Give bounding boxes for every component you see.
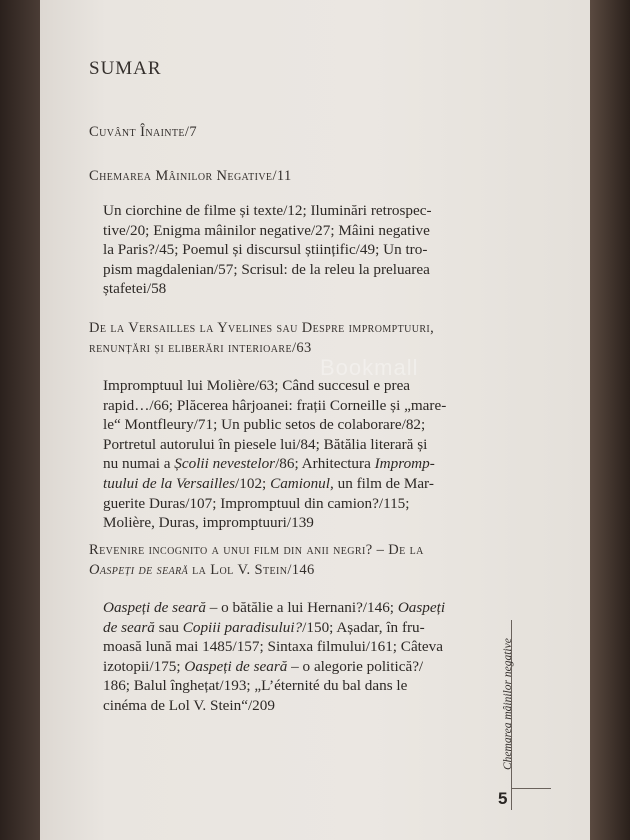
entry-line: Impromptuul lui Molière/63; Când succesul e prea [103,377,411,394]
entry-line: pism magdalenian/57; Scrisul: de la releu la preluarea [103,260,430,278]
entry-italic: Oaspeți de seară [103,599,206,616]
page-number: 5 [498,789,508,808]
entry-text: – o alegorie politică?/ [287,657,424,675]
entry-italic: Oaspeți [397,599,446,616]
toc-entries-versailles [103,376,505,533]
toc-heading-versailles [89,318,509,358]
watermark: Bookmall [320,355,419,380]
entry-italic: Impromp- [374,455,435,473]
heading-line: De la Versailles la Yvelines sau Despre impromptuuri, [89,320,435,336]
entry-italic: Camionul [270,474,330,492]
entry-line [103,454,505,474]
entry-text: /102; [235,474,271,492]
entry-line [103,618,505,638]
entry-italic: tuului de la Versailles [103,474,236,492]
left-page-edge [0,0,40,840]
entry-line: Portretul autorului în piesele lui/84; Bătălia literară și [103,435,428,453]
toc-heading-chemarea: Chemarea Mâinilor Negative/11 [89,168,292,184]
entry-line [103,657,505,677]
entry-line: Un ciorchine de filme și texte/12; Iluminări retrospec- [103,202,432,219]
entry-line: le“ Montfleury/71; Un public setos de colaborare/82; [103,416,426,434]
entry-italic: Oaspeți de seară [184,657,288,675]
toc-entries-chemarea [103,201,505,299]
entry-text: izotopii/175; [103,657,185,675]
entry-line: Molière, Duras, impromptuuri/139 [103,514,314,532]
entry-line: guerite Duras/107; Impromptuul din camion?/115; [103,494,410,512]
entry-line: 186; Balul înghețat/193; „L’éternité du bal dans le [103,677,408,695]
entry-line: ștafetei/58 [103,280,167,298]
right-page-edge [590,0,630,840]
entry-text: sau [154,618,183,636]
page-number-rule [511,788,551,789]
toc-heading-foreword: Cuvânt Înainte/7 [89,124,198,140]
entry-text: /86; Arhitectura [275,455,375,473]
running-title: Chemarea mâinilor negative [502,638,514,770]
heading-italic: Oaspeți de seară [89,562,189,578]
entry-line: moasă lună mai 1485/157; Sintaxa filmului/161; Câteva [103,638,443,656]
page-title: SUMAR [89,58,162,79]
toc-heading-revenire [89,540,509,580]
heading-line [89,560,509,580]
entry-italic: de seară [103,618,155,636]
entry-text: nu numai a [103,455,175,473]
entry-italic: Copiii paradisului? [182,618,303,636]
entry-line [103,474,505,494]
heading-text: la Lol V. Stein/146 [188,562,315,578]
toc-entries-revenire [103,598,505,716]
entry-line [103,598,505,618]
heading-line: Revenire incognito a unui film din anii negri? – De la [89,542,424,558]
entry-text: , un film de Mar- [330,474,434,492]
entry-line: rapid…/66; Plăcerea hârjoanei: frații Corneille și „mare- [103,396,447,414]
entry-text: – o bătălie a lui Hernani?/146; [205,599,398,616]
entry-line: cinéma de Lol V. Stein“/209 [103,696,275,714]
entry-line: la Paris?/45; Poemul și discursul științific/49; Un tro- [103,241,428,259]
entry-italic: Școlii nevestelor [174,455,276,473]
entry-line: tive/20; Enigma mâinilor negative/27; Mâini negative [103,221,430,239]
heading-line: renunțări și eliberări interioare/63 [89,340,312,356]
entry-text: /150; Așadar, în fru- [302,618,425,636]
